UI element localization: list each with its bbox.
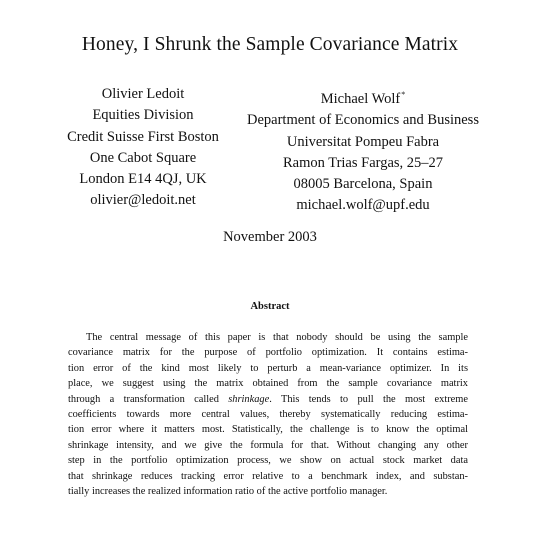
abstract-line: coefficients towards more central values, thereby systematically reducing estima- (68, 409, 468, 421)
affiliation-line: Ramon Trias Fargas, 25–27 (282, 154, 444, 171)
affiliation-line: Universitat Pompeu Fabra (286, 133, 440, 150)
publication-date: November 2003 (223, 229, 317, 245)
affiliation-line: 08005 Barcelona, Spain (293, 176, 433, 193)
paper-title: Honey, I Shrunk the Sample Covariance Matrix (81, 34, 459, 55)
author-name: Michael Wolf (320, 91, 401, 107)
abstract-text: . This tends to pull the most extreme (269, 393, 468, 405)
abstract-heading: Abstract (250, 301, 290, 312)
author-block-ledoit (28, 84, 258, 212)
author-block-wolf (228, 84, 498, 217)
abstract-line: covariance matrix for the purpose of portfolio optimization. It contains estima- (68, 347, 468, 359)
abstract-body (68, 330, 468, 499)
author-email: olivier@ledoit.net (90, 192, 196, 209)
abstract-line (68, 392, 468, 407)
author-name: Olivier Ledoit (101, 86, 185, 102)
affiliation-line: London E14 4QJ, UK (79, 171, 207, 188)
affiliation-line: Equities Division (92, 107, 194, 124)
abstract-line: shrinkage intensity, and we give the formula for that. Without changing any other (68, 439, 468, 451)
abstract-line: step in the portfolio optimization process, we show on actual stock market data (68, 455, 468, 467)
author-email: michael.wolf@upf.edu (296, 197, 430, 214)
affiliation-line: One Cabot Square (89, 149, 197, 166)
abstract-line: The central message of this paper is that nobody should be using the sample (86, 332, 468, 343)
abstract-line: that shrinkage reduces tracking error relative to a benchmark index, and substan- (68, 470, 468, 482)
shrinkage-term: shrinkage (228, 393, 270, 405)
abstract-line: place, we suggest using the matrix obtained from the sample covariance matrix (68, 378, 468, 390)
affiliation-line: Credit Suisse First Boston (67, 128, 219, 145)
footnote-mark: * (401, 90, 406, 99)
abstract-text: through a transformation called (68, 393, 229, 405)
affiliation-line: Department of Economics and Business (247, 112, 479, 129)
author-name-line (228, 84, 498, 110)
abstract-line: tion error of the kind most likely to perturb a mean-variance optimizer. In its (68, 362, 468, 374)
abstract-line: tion error where it matters most. Statistically, the challenge is to know the optimal (68, 424, 468, 436)
abstract-line: tially increases the realized information ratio of the active portfolio manager. (68, 486, 388, 498)
